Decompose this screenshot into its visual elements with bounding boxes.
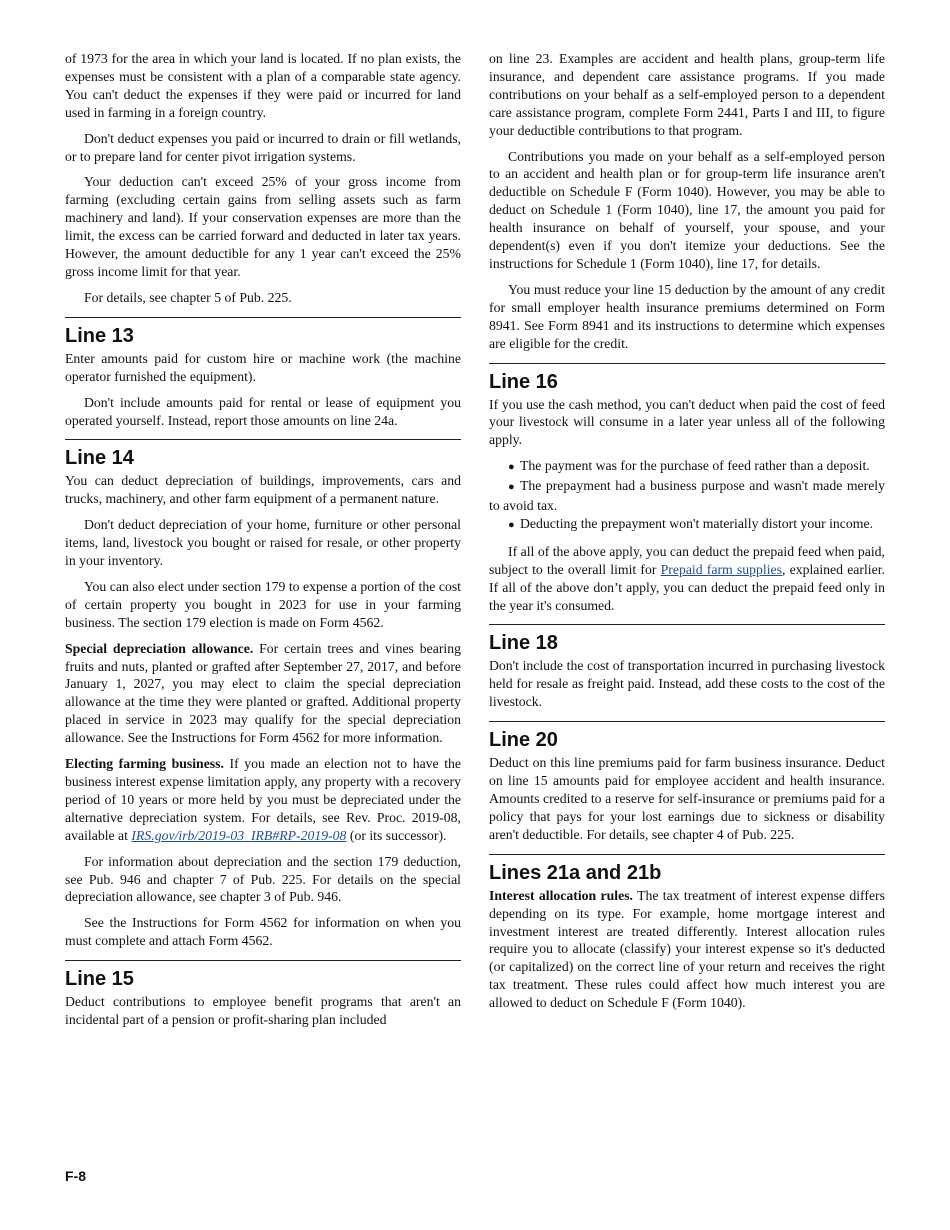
paragraph: Don't include amounts paid for rental or lease of equipment you operated yourself. Instead, report those amounts on line 24a. <box>65 394 461 428</box>
prepaid-farm-supplies-link[interactable]: Prepaid farm supplies <box>660 561 782 577</box>
paragraph: on line 23. Examples are accident and health plans, group-term life insurance, and dependent care assistance programs. If you made contributions on your behalf as a self-employed person to a dependent care assistance program, complete Form 2441, Parts I and III, to figure your deductible contributions to that program. <box>489 51 885 138</box>
run-in-heading: Interest allocation rules. <box>489 887 633 903</box>
section-line-16 <box>489 363 885 615</box>
paragraph: See the Instructions for Form 4562 for information on when you must complete and attach Form 4562. <box>65 915 461 949</box>
right-column <box>489 50 885 1020</box>
paragraph-text: If all of the above apply, you can deduct the prepaid feed when paid, subject to the overall limit for <box>489 543 885 577</box>
section-line-18 <box>489 624 885 711</box>
paragraph <box>65 755 461 845</box>
paragraph: Deduct on this line premiums paid for farm business insurance. Deduct on line 15 amounts paid for employee accident and health insurance. Amounts credited to a reserve for self-insurance or premiums paid for a policy that pays for your lost earnings due to sickness or disability aren't deductible. For details, see chapter 4 of Pub. 225. <box>489 755 885 842</box>
paragraph: For information about depreciation and the section 179 deduction, see Pub. 946 and chapter 7 of Pub. 225. For details on the special depreciation allowance, see chapter 3 of Pub. 946. <box>65 853 461 905</box>
section-heading: Line 16 <box>489 370 558 393</box>
paragraph-text: The tax treatment of interest expense differs depending on its type. For example, home mortgage interest and investment interest are treated differently. Interest allocation rules require you to allocate (classify) your interest expense so it's deducted (or capitalized) on the correct line of your return and receives the right tax treatment. These rules could affect how much interest you are allowed to deduct on Schedule F (Form 1040). <box>489 887 885 1011</box>
run-in-heading: Electing farming business. <box>65 756 224 772</box>
run-in-heading: Special depreciation allowance. <box>65 640 254 656</box>
list-item-text: The payment was for the purchase of feed rather than a deposit. <box>520 458 870 474</box>
section-heading: Line 18 <box>489 632 558 655</box>
paragraph-text: , explained earlier. If all of the above don’t apply, you can deduct the prepaid feed only in the year it's consumed. <box>489 561 885 613</box>
section-line-13 <box>65 317 461 430</box>
paragraph-text: For certain trees and vines bearing fruits and nuts, planted or grafted after September 27, 2017, and before January 1, 2027, you may elect to claim the special depreciation allowance at the time they were planted or grafted. Additional property placed in service in 2023 may qualify for the special depreciation allowance. See the Instructions for Form 4562 for more information. <box>65 640 461 746</box>
list-item-text: The prepayment had a business purpose and wasn't made merely to avoid tax. <box>489 478 885 514</box>
section-heading: Lines 21a and 21b <box>489 861 662 884</box>
paragraph-text: (or its successor). <box>346 827 447 843</box>
paragraph: Enter amounts paid for custom hire or machine work (the machine operator furnished the equipment). <box>65 350 461 384</box>
paragraph <box>489 543 885 615</box>
paragraph: Don't deduct expenses you paid or incurred to drain or fill wetlands, or to prepare land for center pivot irrigation systems. <box>65 130 461 164</box>
section-heading: Line 13 <box>65 324 134 347</box>
paragraph <box>489 887 885 1012</box>
paragraph: Don't include the cost of transportation incurred in purchasing livestock held for resale as freight paid. Instead, add these costs to the cost of the livestock. <box>489 658 885 710</box>
section-heading: Line 20 <box>489 729 558 752</box>
paragraph: If you use the cash method, you can't deduct when paid the cost of feed your livestock will consume in a later year unless all of the following apply. <box>489 396 885 448</box>
section-heading: Line 14 <box>65 447 134 470</box>
list-item <box>489 477 885 515</box>
list-item <box>489 457 885 477</box>
paragraph: Contributions you made on your behalf as a self-employed person to an accident and health plan or for group-term life insurance aren't deductible on Schedule F (Form 1040). However, you may be able to deduct on Schedule 1 (Form 1040), line 17, the amount you paid for health insurance on behalf of yourself, your spouse, and your dependent(s) even if you don't itemize your deductions. See the instructions for Schedule 1 (Form 1040), line 17, for details. <box>489 148 885 271</box>
section-lines-21a-21b <box>489 854 885 1012</box>
page-number: F-8 <box>65 1168 86 1184</box>
list-item <box>489 515 885 535</box>
paragraph: You can deduct depreciation of buildings, improvements, cars and trucks, machinery, and other farm equipment of a permanent nature. <box>65 473 461 507</box>
paragraph <box>65 640 461 747</box>
section-line-14 <box>65 439 461 950</box>
list-item-text: Deducting the prepayment won't materially distort your income. <box>520 515 874 531</box>
irs-rev-proc-link[interactable]: IRS.gov/irb/2019-03_IRB#RP-2019-08 <box>131 827 347 843</box>
bullet-list <box>489 457 885 535</box>
section-line-20 <box>489 721 885 844</box>
section-heading: Line 15 <box>65 968 134 991</box>
paragraph-text: If you made an election not to have the business interest expense limitation apply, any property with a recovery period of 10 years or more held by you must be depreciated under the alternative depreciation system. For details, see Rev. Proc. 2019-08, available at <box>65 756 461 843</box>
bullet-icon: ● <box>508 518 515 531</box>
paragraph: of 1973 for the area in which your land is located. If no plan exists, the expenses must be consistent with a plan of a comparable state agency. You can't deduct the expenses if they were paid or incurred for land used in farming in a foreign country. <box>65 51 461 120</box>
paragraph: You can also elect under section 179 to expense a portion of the cost of certain property you bought in 2023 for use in your farming business. The section 179 election is made on Form 4562. <box>65 578 461 630</box>
paragraph: Don't deduct depreciation of your home, furniture or other personal items, land, livestock you bought or raised for resale, or other property in your inventory. <box>65 517 461 569</box>
paragraph: Deduct contributions to employee benefit programs that aren't an incidental part of a pension or profit-sharing plan included <box>65 994 461 1028</box>
left-column <box>65 50 461 1037</box>
paragraph: You must reduce your line 15 deduction by the amount of any credit for small employer health insurance premiums determined on Form 8941. See Form 8941 and its instructions to determine which expenses are eligible for the credit. <box>489 281 885 351</box>
paragraph: For details, see chapter 5 of Pub. 225. <box>84 289 292 305</box>
section-line-15 <box>65 960 461 1029</box>
bullet-icon: ● <box>508 461 515 474</box>
paragraph: Your deduction can't exceed 25% of your gross income from farming (excluding certain gains from selling assets such as farm machinery and land). If your conservation expenses are more than the limit, the excess can be carried forward and deducted in later tax years. However, the amount deductible for any 1 year can't exceed the 25% gross income limit for that year. <box>65 174 461 279</box>
bullet-icon: ● <box>508 481 515 494</box>
